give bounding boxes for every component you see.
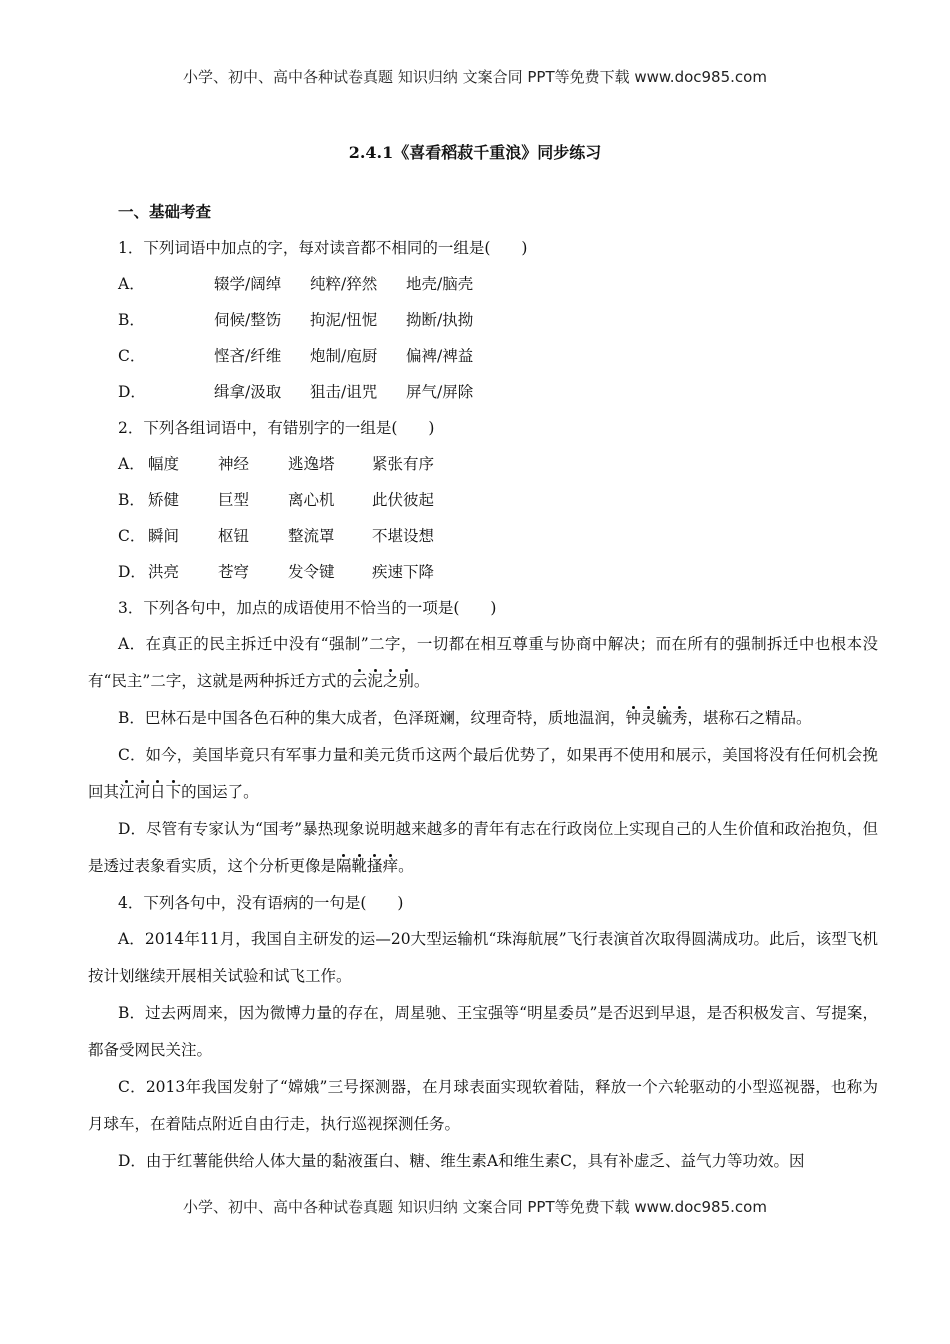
q3-option-a <box>88 626 878 700</box>
emphasis-char: 秀 <box>671 709 688 727</box>
dotted-idiom <box>625 709 687 727</box>
word: 巨型 <box>218 491 250 509</box>
emphasis-char: 靴 <box>351 857 368 875</box>
word: 矫健 <box>148 491 180 509</box>
option-letter: A． <box>118 455 145 473</box>
word-pair: 纯粹/猝然 <box>310 275 378 293</box>
word: 瞬间 <box>148 527 180 545</box>
option-text: B．巴林石是中国各色石种的集大成者，色泽斑斓，纹理奇特，质地温润， <box>118 709 626 727</box>
dotted-idiom <box>119 783 181 801</box>
question-2-stem: 2．下列各组词语中，有错别字的一组是( ) <box>118 419 435 437</box>
q4-option-b: B．过去两周来，因为微博力量的存在，周星驰、王宝强等“明星委员”是否迟到早退，是否积极发言、写提案，都备受网民关注。 <box>88 1004 878 1059</box>
page-title: 2.4.1《喜看稻菽千重浪》同步练习 <box>348 143 602 162</box>
page-footer: 小学、初中、高中各种试卷真题 知识归纳 文案合同 PPT等免费下载 www.doc985.com <box>183 1198 767 1216</box>
q2-option-a <box>118 446 878 482</box>
option-text-end: 的国运了。 <box>181 783 259 801</box>
word: 整流罩 <box>288 527 335 545</box>
option-text-end: 。 <box>413 672 430 690</box>
option-letter: B． <box>118 491 145 509</box>
emphasis-char: 下 <box>165 783 182 801</box>
dotted-idiom <box>336 857 398 875</box>
word-pair: 悭吝/纤维 <box>214 347 282 365</box>
q1-option-c <box>118 338 878 374</box>
q4-option-c: C．2013年我国发射了“嫦娥”三号探测器，在月球表面实现软着陆，释放一个六轮驱动的小型巡视器，也称为月球车，在着陆点附近自由行走，执行巡视探测任务。 <box>88 1078 878 1133</box>
question-4-stem: 4．下列各句中，没有语病的一句是( ) <box>118 894 404 912</box>
section-heading: 一、基础考查 <box>118 202 212 221</box>
q2-option-b <box>118 482 878 518</box>
word-pair: 炮制/庖厨 <box>310 347 378 365</box>
option-letter: B． <box>118 311 145 329</box>
q2-option-d <box>118 554 878 590</box>
emphasis-char: 泥 <box>367 672 383 690</box>
word-pair: 辍学/阔绰 <box>214 275 282 293</box>
q4-option-a: A．2014年11月，我国自主研发的运—20大型运输机“珠海航展”飞行表演首次取得圆满成功。此后，该型飞机按计划继续开展相关试验和试飞工作。 <box>88 930 878 985</box>
word-pair: 伺候/整饬 <box>214 311 282 329</box>
emphasis-char: 云 <box>351 672 368 690</box>
q1-option-a <box>118 266 878 302</box>
word-pair: 屏气/屏除 <box>406 383 474 401</box>
dotted-idiom <box>352 672 414 690</box>
word: 紧张有序 <box>372 455 435 473</box>
emphasis-char: 钟 <box>625 709 641 727</box>
word-pair: 地壳/脑壳 <box>406 275 474 293</box>
q2-option-c <box>118 518 878 554</box>
word: 苍穹 <box>218 563 250 581</box>
word: 枢钮 <box>218 527 250 545</box>
q3-option-b <box>88 700 878 737</box>
option-text: A．在真正的民主拆迁中没有“强制”二字，一切都在相互尊重与协商中解决；而在所有的强制拆迁中也根本没有“民主”二字，这就是两种拆迁方式的 <box>88 635 878 690</box>
q3-option-d <box>88 811 878 885</box>
word: 洪亮 <box>148 563 180 581</box>
q1-option-d <box>118 374 878 410</box>
word-pair: 拘泥/忸怩 <box>310 311 378 329</box>
option-text: D．尽管有专家认为“国考”暴热现象说明越来越多的青年有志在行政岗位上实现自己的人生价值和政治抱负，但是透过表象看实质，这个分析更像是 <box>88 820 878 875</box>
emphasis-char: 搔 <box>367 857 383 875</box>
q3-option-c <box>88 737 878 811</box>
question-3-stem: 3．下列各句中，加点的成语使用不恰当的一项是( ) <box>118 599 497 617</box>
option-text-end: 。 <box>398 857 414 875</box>
word-pair: 偏裨/裨益 <box>406 347 474 365</box>
emphasis-char: 日 <box>150 783 166 801</box>
emphasis-char: 河 <box>134 783 151 801</box>
option-letter: D． <box>118 383 146 401</box>
option-text: C．如今，美国毕竟只有军事力量和美元货币这两个最后优势了，如果再不使用和展示，美国将没有任何机会挽回其 <box>88 746 878 801</box>
emphasis-char: 灵 <box>640 709 657 727</box>
option-letter: A． <box>118 275 145 293</box>
word-pair: 拗断/执拗 <box>406 311 474 329</box>
word: 逃逸塔 <box>288 455 335 473</box>
q1-option-b <box>118 302 878 338</box>
emphasis-char: 隔 <box>336 857 352 875</box>
word: 疾速下降 <box>372 563 435 581</box>
word: 不堪设想 <box>372 527 435 545</box>
option-letter: D． <box>118 563 146 581</box>
option-text-end: ，堪称石之精品。 <box>687 709 812 727</box>
exercise-content <box>88 194 878 1180</box>
emphasis-char: 毓 <box>656 709 672 727</box>
word: 此伏彼起 <box>372 491 435 509</box>
word-pair: 缉拿/汲取 <box>214 383 282 401</box>
word: 神经 <box>218 455 250 473</box>
word-pair: 狙击/诅咒 <box>310 383 378 401</box>
word: 离心机 <box>288 491 335 509</box>
page-header: 小学、初中、高中各种试卷真题 知识归纳 文案合同 PPT等免费下载 www.doc985.com <box>183 68 767 86</box>
word: 幅度 <box>148 455 180 473</box>
option-letter: C． <box>118 527 146 545</box>
word: 发令键 <box>288 563 335 581</box>
emphasis-char: 之 <box>382 672 399 690</box>
q4-option-d: D．由于红薯能供给人体大量的黏液蛋白、糖、维生素A和维生素C，具有补虚乏、益气力等功效。因 <box>118 1152 805 1170</box>
emphasis-char: 别 <box>398 672 414 690</box>
question-1-stem: 1．下列词语中加点的字，每对读音都不相同的一组是( ) <box>118 239 528 257</box>
emphasis-char: 江 <box>119 783 135 801</box>
emphasis-char: 痒 <box>382 857 399 875</box>
option-letter: C． <box>118 347 146 365</box>
